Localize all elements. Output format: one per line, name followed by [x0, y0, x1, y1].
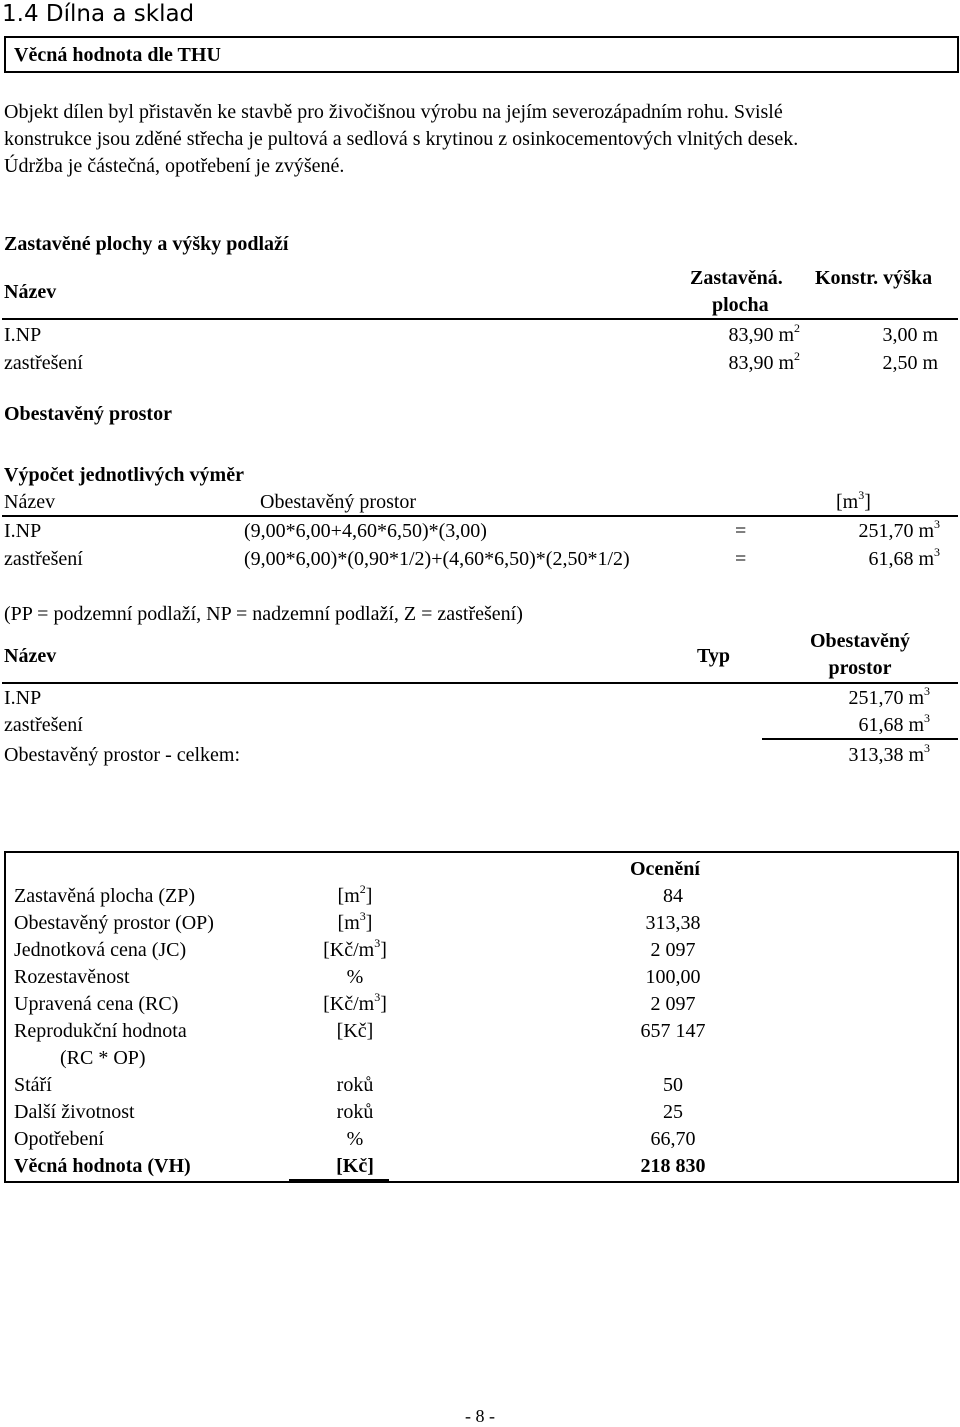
valuation-row-value: 2 097 [650, 993, 696, 1015]
subheading: Věcná hodnota dle THU [14, 44, 221, 66]
calc-row-name: I.NP [4, 520, 42, 542]
built-area-row-height: 3,00 m [882, 324, 938, 346]
built-area-col-area-2: plocha [712, 294, 769, 316]
built-area-title: Zastavěné plochy a výšky podlaží [4, 233, 289, 255]
description-line-2: konstrukce jsou zděné střecha je pultová a sedlová s krytinou z osinkocementových vlnitých desek. [4, 128, 799, 150]
valuation-final-label: Věcná hodnota (VH) [14, 1155, 191, 1177]
valuation-row-value: 313,38 [645, 912, 701, 934]
summary-total-label: Obestavěný prostor - celkem: [4, 744, 241, 766]
valuation-row-label: Opotřebení [14, 1128, 104, 1150]
calc-row-value: 251,70 $m^3$ [858, 517, 940, 542]
summary-total-value: 313,38 $m^3$ [848, 741, 930, 766]
valuation-row-unit: $[Kč/m^3]$ [323, 990, 387, 1015]
valuation-row-value: 657 147 [640, 1020, 706, 1042]
valuation-final-unit-underline [289, 1179, 389, 1181]
calc-row-formula: (9,00*6,00+4,60*6,50)*(3,00) [244, 520, 487, 542]
valuation-row-unit: roků [336, 1074, 374, 1096]
valuation-row-unit: $[Kč/m^3]$ [323, 936, 387, 961]
calc-row-formula: (9,00*6,00)*(0,90*1/2)+(4,60*6,50)*(2,50*1/2) [244, 548, 630, 570]
valuation-row-label: Další životnost [14, 1101, 135, 1123]
calc-row-name: zastřešení [4, 548, 83, 570]
valuation-row-label: Reprodukční hodnota [14, 1020, 187, 1042]
built-area-row-name: zastřešení [4, 352, 83, 374]
built-area-header-rule [2, 318, 958, 320]
valuation-row-value: 100,00 [645, 966, 701, 988]
summary-row-name: I.NP [4, 687, 42, 709]
summary-col-type: Typ [697, 645, 730, 667]
valuation-row-label: (RC * OP) [60, 1047, 146, 1069]
built-area-row-name: I.NP [4, 324, 42, 346]
valuation-row-value: 66,70 [650, 1128, 696, 1150]
valuation-row-unit: roků [336, 1101, 374, 1123]
valuation-row-unit: $[m^3]$ [337, 909, 373, 934]
valuation-row-label: Stáří [14, 1074, 52, 1096]
valuation-col-header: Ocenění [630, 858, 700, 880]
valuation-row-value: 84 [663, 885, 683, 907]
valuation-row-value: 2 097 [650, 939, 696, 961]
built-area-col-name: Název [4, 281, 57, 303]
summary-row-value: 61,68 $m^3$ [858, 711, 930, 736]
summary-col-vol-1: Obestavěný [810, 630, 910, 652]
valuation-row-unit: [Kč] [336, 1020, 374, 1042]
calc-row-eq: = [735, 520, 747, 542]
summary-header-rule [2, 682, 958, 684]
calc-header-rule [2, 515, 958, 517]
summary-col-name: Název [4, 645, 57, 667]
description-line-3: Údržba je částečná, opotřebení je zvýšené. [4, 155, 345, 177]
built-area-col-area-1: Zastavěná. [690, 267, 783, 289]
built-area-row-height: 2,50 m [882, 352, 938, 374]
built-area-row-area: 83,90 $m^2$ [728, 321, 800, 346]
built-area-col-height: Konstr. výška [815, 267, 933, 289]
valuation-row-value: 25 [663, 1101, 683, 1123]
valuation-final-value: 218 830 [640, 1155, 706, 1177]
summary-row-name: zastřešení [4, 714, 83, 736]
calc-row-eq: = [735, 548, 747, 570]
summary-total-rule [762, 738, 958, 740]
valuation-row-label: Obestavěný prostor (OP) [14, 912, 214, 934]
description-line-1: Objekt dílen byl přistavěn ke stavbě pro živočišnou výrobu na jejím severozápadním rohu. Svislé [4, 101, 783, 123]
valuation-row-unit: % [346, 1128, 364, 1150]
calc-row-value: 61,68 $m^3$ [868, 545, 940, 570]
calc-col-formula: Obestavěný prostor [260, 491, 417, 513]
calc-col-unit: $[m^3]$ [836, 488, 871, 513]
summary-row-value: 251,70 $m^3$ [848, 684, 930, 709]
legend-note: (PP = podzemní podlaží, NP = nadzemní podlaží, Z = zastřešení) [4, 603, 523, 625]
valuation-row-unit: % [346, 966, 364, 988]
valuation-row-label: Jednotková cena (JC) [14, 939, 187, 961]
built-area-row-area: 83,90 $m^2$ [728, 349, 800, 374]
valuation-row-value: 50 [663, 1074, 683, 1096]
volume-title: Obestavěný prostor [4, 403, 172, 425]
calc-col-name: Název [4, 491, 56, 513]
valuation-row-label: Upravená cena (RC) [14, 993, 179, 1015]
valuation-row-label: Rozestavěnost [14, 966, 130, 988]
calc-title: Výpočet jednotlivých výměr [4, 464, 244, 486]
valuation-final-unit: [Kč] [336, 1155, 374, 1177]
section-heading: 1.4 Dílna a sklad [2, 1, 195, 27]
valuation-row-unit: $[m^2]$ [337, 882, 373, 907]
valuation-row-label: Zastavěná plocha (ZP) [14, 885, 196, 907]
summary-col-vol-2: prostor [828, 657, 892, 679]
page-number: - 8 - [465, 1406, 495, 1426]
